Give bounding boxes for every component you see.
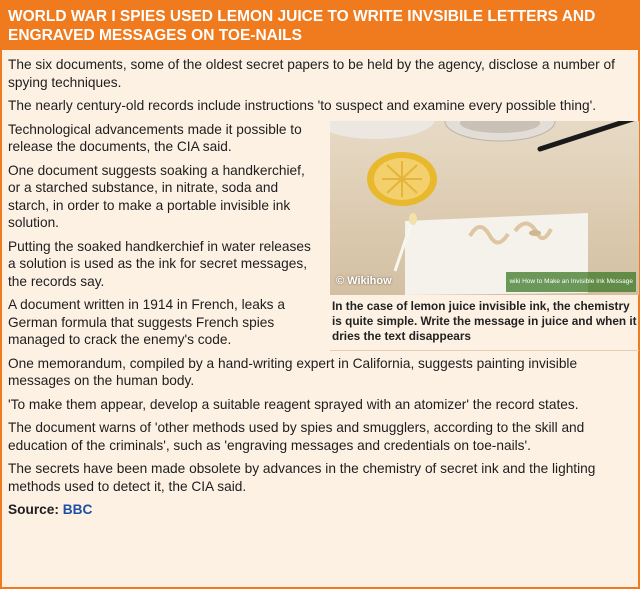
paragraph: The six documents, some of the oldest secret papers to be held by the agency, disclose a number of spying techniques. — [8, 57, 615, 90]
photo-illustration — [330, 121, 639, 295]
paragraph: One document suggests soaking a handkerchief, or a starched substance, in nitrate, soda and starch, in order to make a portable invisible ink solution. — [8, 162, 305, 230]
figure — [330, 121, 639, 351]
two-column-section — [8, 121, 637, 355]
source-label: Source: — [8, 502, 59, 517]
left-column — [8, 121, 320, 355]
wikihow-watermark: © Wikihow — [336, 275, 392, 287]
paragraph: The document warns of 'other methods used by spies and smugglers, according to the skill and education of the criminals', such as 'engraving messages and credentials on toe-nails'. — [8, 420, 585, 453]
lemon-ink-photo — [330, 121, 639, 295]
paragraph: The nearly century-old records include instructions 'to suspect and examine every possible thing'. — [8, 98, 597, 113]
paragraph: Technological advancements made it possible to release the documents, the CIA said. — [8, 121, 302, 154]
article-header — [2, 2, 638, 50]
paragraph: 'To make them appear, develop a suitable reagent sprayed with an atomizer' the record states. — [8, 396, 579, 412]
paragraph: Putting the soaked handkerchief in water releases a solution is used as the ink for secret messages, the records say. — [8, 238, 311, 289]
source-link[interactable]: BBC — [62, 502, 93, 517]
article-body — [2, 50, 638, 519]
figure-caption: In the case of lemon juice invisible ink, the chemistry is quite simple. Write the message in juice and when it dries the text disappears — [330, 295, 639, 351]
howto-label: wiki How to Make an Invisible Ink Message — [506, 272, 636, 292]
paragraph: One memorandum, compiled by a hand-writing expert in California, suggests painting invisible messages on the human body. — [8, 355, 578, 388]
paragraph: The secrets have been made obsolete by advances in the chemistry of secret ink and the lighting methods used to detect it, the CIA said. — [8, 461, 596, 494]
source-line — [8, 501, 632, 519]
article-title: WORLD WAR I SPIES USED LEMON JUICE TO WRITE INVSIBILE LETTERS AND ENGRAVED MESSAGES ON TOE-NAILS — [8, 8, 596, 44]
paragraph: A document written in 1914 in French, leaks a German formula that suggests French spies managed to crack the enemy's code. — [8, 297, 285, 347]
